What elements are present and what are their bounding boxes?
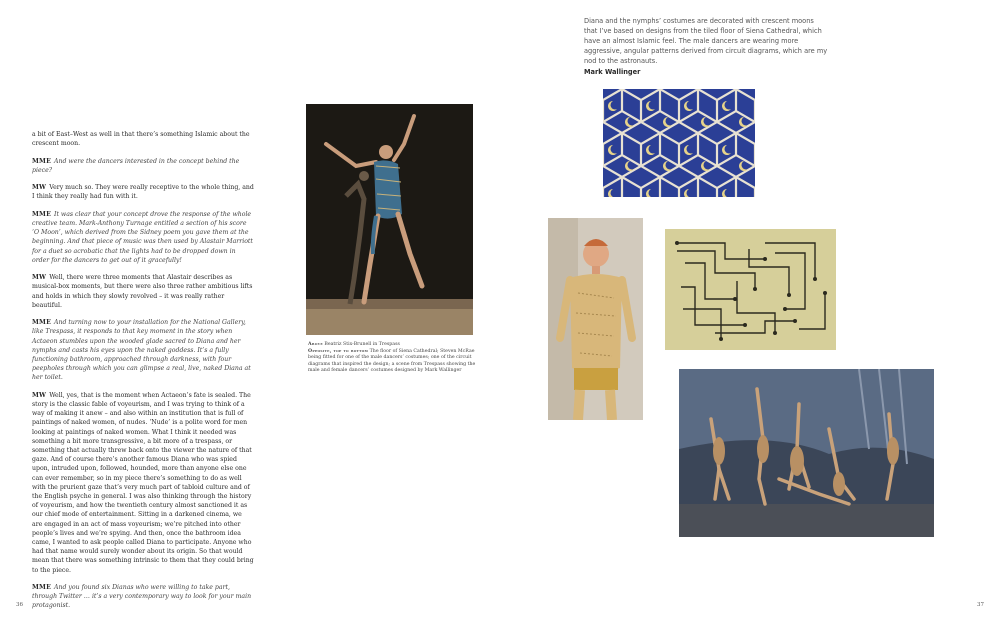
photo-dancers-scene (679, 369, 934, 537)
answer-text: Very much so. They were really receptive to the whole thing, and I think they really had fun with it. (32, 184, 254, 201)
question-text: And you found six Dianas who were willing to take part, through Twitter … it’s a very contemporary way to look for your main protagonist. (32, 584, 252, 610)
question-text: And were the dancers interested in the concept behind the piece? (32, 157, 240, 174)
caption-opposite (308, 349, 476, 375)
intro-paragraph: a bit of East–West as well in that there’s something Islamic about the crescent moon. (32, 131, 250, 148)
caption-above (308, 342, 476, 349)
answer-text: Well, there were three moments that Alastair describes as musical-box moments, but there were also three rather ambitious lifts and holds in which they slowly revolved – it was really rather beautiful. (32, 274, 253, 309)
quote-author: Mark Wallinger (584, 67, 641, 76)
interview-exchange (32, 157, 254, 175)
circuit-illustration (665, 229, 836, 350)
photo-male-dancer-fitting (548, 218, 643, 420)
caption-opposite-text: The floor of Siena Cathedral; Steven McRae being fitted for one of the male dancers’ costumes; one of the circuit diagrams that inspired the design; a scene from Trespass showing the male and female dancers’ costumes designed by Mark Wallinger (308, 348, 476, 374)
interview-exchange (32, 183, 254, 201)
tile-pattern-illustration (603, 89, 755, 197)
interview-exchanges (32, 157, 254, 611)
page-number-right: 37 (977, 602, 984, 608)
caption-above-label: Above (308, 342, 323, 347)
designer-quote (584, 17, 829, 77)
interview-exchange (32, 210, 254, 265)
interview-exchange (32, 391, 254, 575)
interview-exchange (32, 583, 254, 611)
ballerina-illustration (306, 104, 473, 335)
speaker-label: MW (32, 184, 47, 192)
speaker-label: MME (32, 319, 52, 327)
interview-exchange (32, 318, 254, 382)
answer-text: Well, yes, that is the moment when Actaeon’s fate is sealed. The story is the classic fable of voyeurism, and I was trying to think of a way of making it anew – and also within an institution that is full of paintings of naked women, of nudes. ‘Nude’ is a polite word for men looking at paintings of naked women. What I think it needed was something a bit more transgressive, a bit more of a trespass, or something that actually threw back onto the viewer the nature of that gaze. And of course there’s another famous Diana who was spied upon, intruded upon, followed, hounded, more than anyone else one can ever remember, so in my piece there’s something to do as well with the prurient gaze that’s very much part of tabloid culture and of the English psyche in general. I was also thinking through the history of voyeurism, and how the twentieth century almost sanctioned it as our chief mode of entertainment. Sitting in a darkened cinema, we are engaged in an act of mass voyeurism; we’re pitched into other people’s lives and we’re spying. And then, once the bathroom idea came, I wanted to ask people called Diana to participate. Anyone who had that name would surely wonder about its origin. So that would mean that there was something intrinsic to them that they could bring to the piece. (32, 391, 254, 574)
speaker-label: MW (32, 391, 47, 399)
photo-siena-tiled-floor (603, 89, 755, 197)
quote-text: Diana and the nymphs’ costumes are decorated with crescent moons that I’ve based on designs from the tiled floor of Siena Cathedral, which have an almost Islamic feel. The male dancers are wearing more aggressive, angular patterns derived from circuit diagrams, which are my nod to the astronauts. (584, 17, 828, 65)
speaker-label: MME (32, 584, 52, 592)
speaker-label: MW (32, 274, 47, 282)
speaker-label: MME (32, 210, 52, 218)
caption-above-text: Beatriz Stix-Brunell in Trespass (324, 342, 400, 347)
speaker-label: MME (32, 157, 52, 165)
question-text: And turning now to your installation for the National Gallery, like Trespass, it responds to that key moment in the story when Actaeon stumbles upon the wooded glade sacred to Diana and her nymphs and casts his eyes upon the naked goddess. It’s a fully functioning bathroom, approached through darkness, with four peepholes through which you can glimpse a real, live, naked Diana at her toilet. (32, 319, 251, 382)
image-caption (308, 342, 476, 375)
interview-exchange (32, 273, 254, 310)
caption-opposite-label: Opposite, top to bottom (308, 348, 369, 354)
interview-column (32, 130, 254, 619)
male-dancer-illustration (548, 218, 643, 420)
page-number-left: 36 (16, 602, 23, 608)
photo-ballerina-in-costume (306, 104, 473, 335)
question-text: It was clear that your concept drove the response of the whole creative team. Mark-Anthony Turnage entitled a section of his score ‘O Moon’, which derived from the Sidney poem you gave them at the beginning. And that piece of music was then used by Alastair Marriott for a duet so acrobatic that the lights had to be dropped down in order for the dancers to get out of it gracefully! (32, 210, 253, 264)
photo-circuit-diagram (665, 229, 836, 350)
troupe-illustration (679, 369, 934, 537)
